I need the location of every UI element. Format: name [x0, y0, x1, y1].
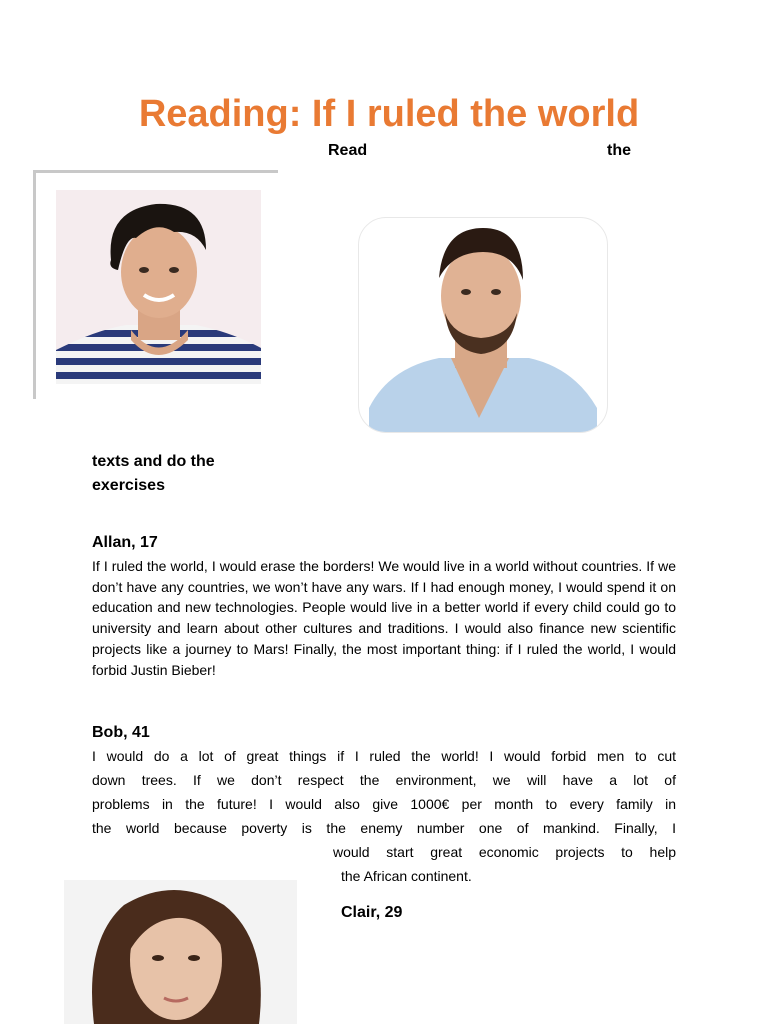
intro-the: the [607, 142, 631, 159]
allan-photo [56, 190, 261, 384]
page-title: Reading: If I ruled the world [138, 93, 640, 135]
bob-text-line: would start great economic projects to help [333, 844, 676, 860]
bob-text-line: the world because poverty is the enemy number one of mankind. Finally, I [92, 820, 676, 836]
clair-name: Clair, 29 [341, 904, 403, 921]
allan-text: If I ruled the world, I would erase the borders! We would live in a world without countries. If we don’t have any countries, we won’t have any wars. If I had enough money, I would spend it on education and new technologies. People would live in a better world if every child could go to university and learn about other cultures and traditions. I would also finance new scientific projects like a journey to Mars! Finally, the most important thing: if I ruled the world, I would forbid Justin Bieber! [92, 558, 676, 678]
bob-text-line: I would do a lot of great things if I ruled the world! I would forbid men to cut [92, 748, 676, 764]
clair-photo [64, 880, 297, 1024]
bob-photo [358, 217, 608, 433]
intro-instruction: texts and do the exercises [92, 453, 215, 494]
bob-text-line: the African continent. [341, 868, 472, 884]
intro-read: Read [328, 142, 368, 159]
bob-text-line: down trees. If we don’t respect the environment, we will have a lot of [92, 772, 676, 788]
bob-name: Bob, 41 [92, 724, 150, 741]
allan-name: Allan, 17 [92, 534, 158, 551]
bob-text-line: problems in the future! I would also give 1000€ per month to every family in [92, 796, 676, 812]
